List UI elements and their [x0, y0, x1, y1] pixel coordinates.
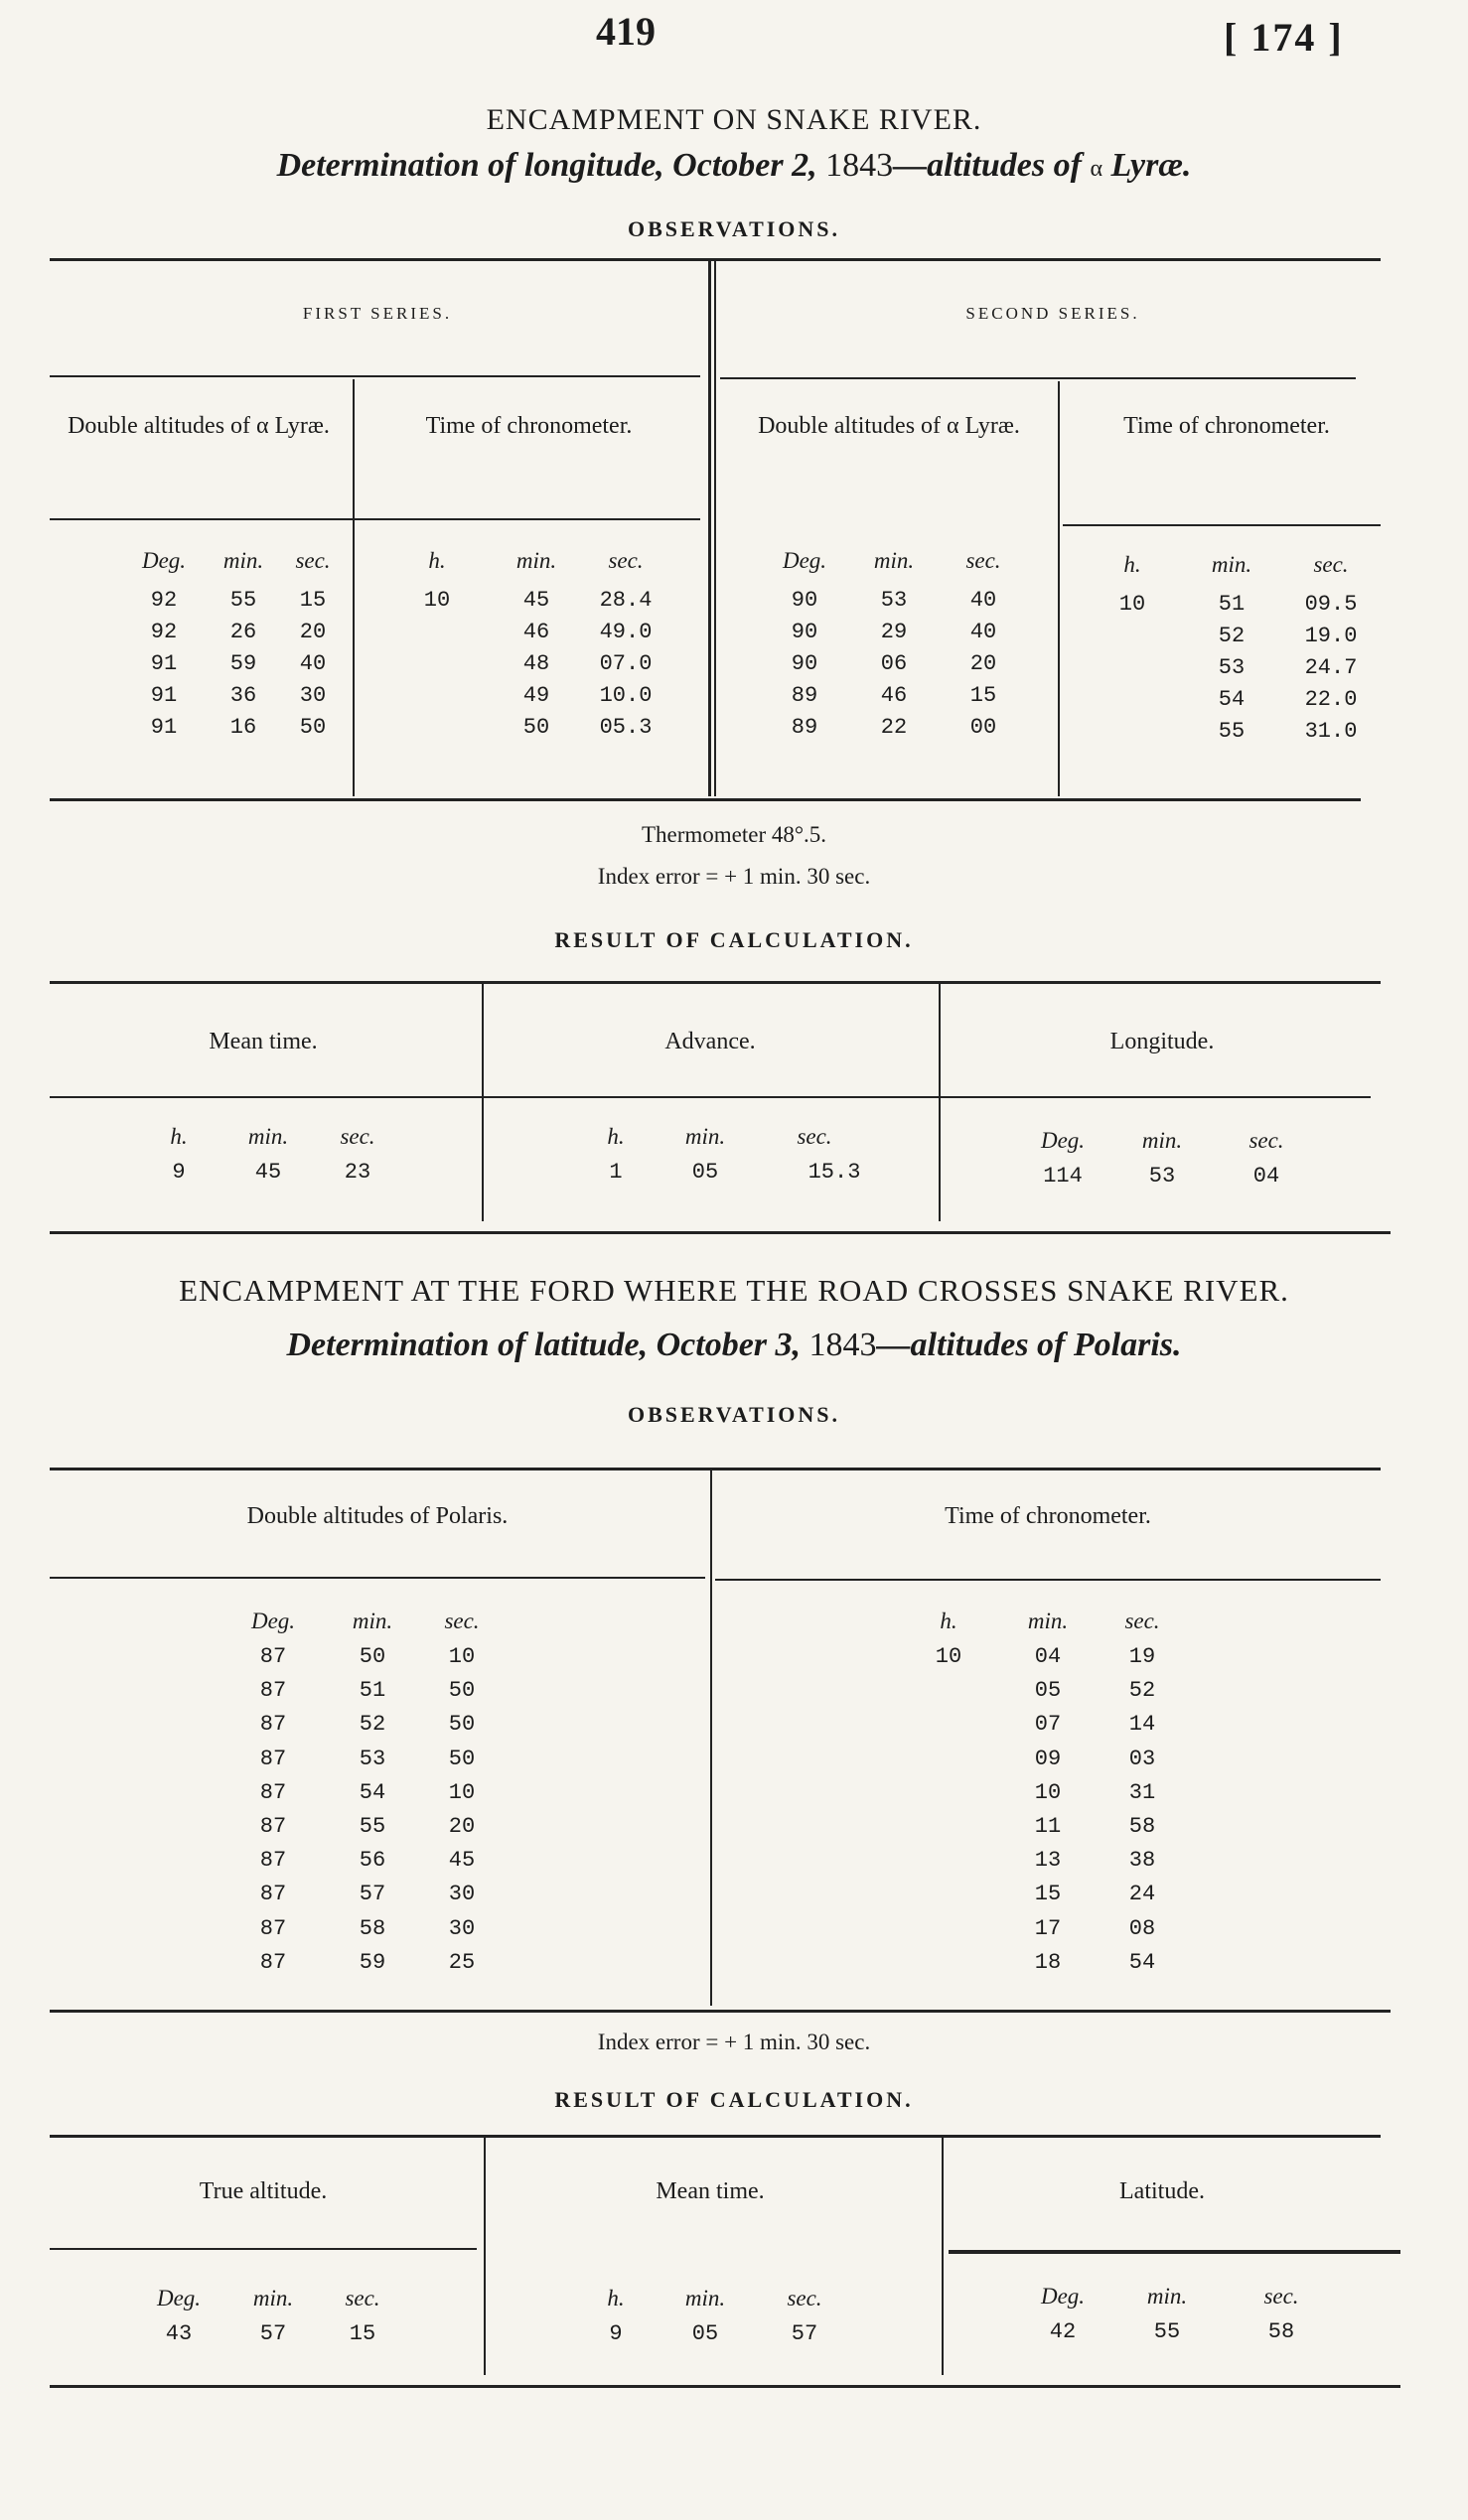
t2-time-cell: 08	[1128, 1915, 1156, 1941]
r2-lat-cell: 55	[1153, 2319, 1181, 2344]
r2-lat-unit-0: Deg.	[1040, 2284, 1086, 2309]
second-time-unit-1: min.	[1211, 552, 1252, 577]
first-time-cell: 10	[423, 588, 451, 613]
first-alt-cell: 30	[299, 683, 327, 708]
r2-lat-unit-2: sec.	[1263, 2284, 1299, 2309]
first-time-cell: 28.4	[599, 588, 653, 613]
section2-title: ENCAMPMENT AT THE FORD WHERE THE ROAD CROSSES SNAKE RIVER.	[179, 1273, 1289, 1308]
r2-alt-cell: 57	[259, 2321, 287, 2346]
t2-alt-cell: 50	[359, 1644, 386, 1669]
second-alt-cell: 53	[880, 588, 908, 613]
t2-time-unit-2: sec.	[1124, 1609, 1160, 1633]
t2-alt-cell: 87	[259, 1746, 287, 1771]
first-alt-cell: 59	[229, 651, 257, 676]
second-alt-cell: 89	[791, 715, 818, 740]
t2-time-cell: 52	[1128, 1678, 1156, 1704]
t2-alt-cell: 25	[448, 1949, 476, 1975]
result1-divider-1	[482, 983, 484, 1221]
r1-mean-unit-1: min.	[247, 1124, 289, 1149]
section1-subtitle-b: —altitudes of	[893, 147, 1082, 184]
t2-alt-cell: 30	[448, 1882, 476, 1907]
first-alt-cell: 55	[229, 588, 257, 613]
first-time-cell: 49.0	[599, 620, 653, 644]
t2-time-cell: 07	[1034, 1712, 1062, 1738]
index-error-note-2: Index error = + 1 min. 30 sec.	[597, 2030, 871, 2054]
t2-alt-cell: 87	[259, 1678, 287, 1704]
second-time-unit-0: h.	[1123, 552, 1141, 577]
t2-alt-cell: 55	[359, 1814, 386, 1839]
t2-alt-unit-0: Deg.	[250, 1609, 296, 1633]
section2-subtitle-b: —altitudes of Polaris.	[876, 1327, 1182, 1363]
second-alt-cell: 90	[791, 651, 818, 676]
first-col-divider	[353, 379, 355, 796]
t2-alt-cell: 87	[259, 1814, 287, 1839]
t2-alt-unit-1: min.	[352, 1609, 393, 1633]
t2-alt-cell: 87	[259, 1915, 287, 1941]
section2-observations-label: OBSERVATIONS.	[627, 1402, 841, 1427]
t2-time-cell: 15	[1034, 1882, 1062, 1907]
t2-time-cell: 03	[1128, 1746, 1156, 1771]
result2-head-rule-right	[949, 2250, 1400, 2254]
t2-alt-cell: 20	[448, 1814, 476, 1839]
t2-alt-unit-2: sec.	[444, 1609, 480, 1633]
second-col-divider	[1058, 381, 1060, 796]
r1-adv-cell: 05	[691, 1160, 719, 1185]
first-time-cell: 48	[522, 651, 550, 676]
r2-mean-unit-2: sec.	[787, 2286, 822, 2310]
second-alt-cell: 22	[880, 715, 908, 740]
t2-alt-cell: 45	[448, 1848, 476, 1874]
r2-alt-cell: 15	[349, 2321, 376, 2346]
first-alt-unit-2: sec.	[295, 548, 331, 573]
result2-divider-1	[484, 2137, 486, 2375]
second-time-cell: 22.0	[1304, 687, 1358, 712]
t2-alt-cell: 54	[359, 1779, 386, 1805]
r2-alt-unit-2: sec.	[345, 2286, 380, 2310]
t2-alt-cell: 10	[448, 1779, 476, 1805]
second-time-cell: 53	[1218, 655, 1246, 680]
section2-subtitle-a: Determination of latitude, October 3,	[286, 1327, 802, 1363]
result2-head-mean-time: Mean time.	[656, 2178, 765, 2204]
t2-time-cell: 11	[1034, 1814, 1062, 1839]
t2-alt-cell: 56	[359, 1848, 386, 1874]
r1-adv-cell: 15.3	[807, 1160, 861, 1185]
section2-subtitle-year: 1843	[808, 1327, 877, 1363]
t2-time-cell: 10	[935, 1644, 962, 1669]
page-number-right: [ 174 ]	[1224, 15, 1344, 60]
section1-subtitle-a: Determination of longitude, October 2,	[276, 147, 817, 184]
first-time-cell: 07.0	[599, 651, 653, 676]
t2-alt-cell: 87	[259, 1644, 287, 1669]
table2-bottom-rule	[50, 2010, 1391, 2013]
first-alt-cell: 20	[299, 620, 327, 644]
thermometer-note: Thermometer 48°.5.	[641, 822, 827, 847]
first-time-cell: 50	[522, 715, 550, 740]
section1-subtitle-star: Lyræ.	[1110, 147, 1192, 184]
second-alt-cell: 90	[791, 620, 818, 644]
section1-subtitle-alpha: α	[1090, 156, 1103, 182]
r1-adv-unit-0: h.	[607, 1124, 625, 1149]
r2-alt-cell: 43	[165, 2321, 193, 2346]
first-time-cell: 05.3	[599, 715, 653, 740]
t2-time-cell: 05	[1034, 1678, 1062, 1704]
series-divider	[708, 260, 711, 796]
series-divider-2	[714, 260, 716, 796]
second-time-cell: 52	[1218, 624, 1246, 648]
t2-time-cell: 18	[1034, 1949, 1062, 1975]
t2-alt-cell: 53	[359, 1746, 386, 1771]
t2-alt-cell: 59	[359, 1949, 386, 1975]
first-alt-cell: 40	[299, 651, 327, 676]
r2-alt-unit-0: Deg.	[156, 2286, 202, 2310]
r1-mean-unit-0: h.	[170, 1124, 188, 1149]
t2-alt-cell: 87	[259, 1848, 287, 1874]
t2-time-cell: 14	[1128, 1712, 1156, 1738]
first-alt-cell: 15	[299, 588, 327, 613]
second-time-cell: 31.0	[1304, 719, 1358, 744]
table2-top-rule	[50, 1468, 1381, 1470]
first-time-unit-1: min.	[515, 548, 557, 573]
t2-time-cell: 04	[1034, 1644, 1062, 1669]
r1-long-unit-0: Deg.	[1040, 1128, 1086, 1153]
first-alt-cell: 92	[150, 588, 178, 613]
section1-observations-label: OBSERVATIONS.	[627, 216, 841, 241]
second-alt-cell: 00	[969, 715, 997, 740]
section2-subtitle	[0, 1327, 1468, 1364]
table2-head-rule-left	[50, 1577, 705, 1579]
result2-divider-2	[942, 2137, 944, 2375]
t2-time-cell: 24	[1128, 1882, 1156, 1907]
second-time-head: Time of chronometer.	[1123, 413, 1330, 439]
second-alt-cell: 89	[791, 683, 818, 708]
t2-alt-cell: 10	[448, 1644, 476, 1669]
r2-mean-unit-1: min.	[684, 2286, 726, 2310]
result1-head-mean-time: Mean time.	[209, 1029, 318, 1054]
second-series-head: SECOND SERIES.	[965, 304, 1140, 323]
r1-mean-cell: 9	[172, 1160, 186, 1185]
r2-lat-cell: 42	[1049, 2319, 1077, 2344]
r1-long-cell: 53	[1148, 1164, 1176, 1189]
first-alt-head: Double altitudes of α Lyræ.	[68, 413, 330, 439]
first-time-unit-2: sec.	[608, 548, 644, 573]
result2-head-rule-left	[50, 2248, 477, 2250]
second-alt-cell: 15	[969, 683, 997, 708]
second-alt-cell: 06	[880, 651, 908, 676]
second-alt-cell: 20	[969, 651, 997, 676]
r2-mean-cell: 05	[691, 2321, 719, 2346]
t2-alt-cell: 50	[448, 1746, 476, 1771]
t2-alt-cell: 30	[448, 1915, 476, 1941]
second-time-cell: 55	[1218, 719, 1246, 744]
index-error-note-1: Index error = + 1 min. 30 sec.	[597, 864, 871, 889]
first-time-cell: 45	[522, 588, 550, 613]
first-alt-unit-1: min.	[222, 548, 264, 573]
r1-long-unit-2: sec.	[1248, 1128, 1284, 1153]
t2-time-cell: 09	[1034, 1746, 1062, 1771]
r1-long-cell: 114	[1043, 1164, 1083, 1189]
r1-mean-cell: 45	[254, 1160, 282, 1185]
first-alt-cell: 91	[150, 683, 178, 708]
second-alt-cell: 40	[969, 588, 997, 613]
r1-adv-unit-2: sec.	[797, 1124, 832, 1149]
r2-mean-cell: 9	[609, 2321, 623, 2346]
t2-alt-cell: 57	[359, 1882, 386, 1907]
section1-subtitle	[0, 147, 1468, 185]
t2-alt-cell: 87	[259, 1949, 287, 1975]
first-alt-cell: 92	[150, 620, 178, 644]
first-series-rule	[50, 375, 700, 377]
t2-time-cell: 31	[1128, 1779, 1156, 1805]
t2-alt-cell: 50	[448, 1712, 476, 1738]
t2-time-cell: 10	[1034, 1779, 1062, 1805]
first-alt-cell: 50	[299, 715, 327, 740]
t2-time-cell: 38	[1128, 1848, 1156, 1874]
t2-time-unit-0: h.	[940, 1609, 957, 1633]
second-time-cell: 09.5	[1304, 592, 1358, 617]
r2-alt-unit-1: min.	[252, 2286, 294, 2310]
result-label-1: RESULT OF CALCULATION.	[554, 927, 914, 952]
t2-time-cell: 17	[1034, 1915, 1062, 1941]
first-series-head: FIRST SERIES.	[302, 304, 453, 323]
first-time-head: Time of chronometer.	[425, 413, 633, 439]
table2-alt-head: Double altitudes of Polaris.	[246, 1503, 509, 1529]
result1-divider-2	[939, 983, 941, 1221]
first-alt-cell: 91	[150, 715, 178, 740]
r1-long-cell: 04	[1252, 1164, 1280, 1189]
second-head-rule	[1063, 524, 1381, 526]
r1-adv-unit-1: min.	[684, 1124, 726, 1149]
result1-top-rule	[50, 981, 1381, 984]
second-alt-unit-0: Deg.	[782, 548, 827, 573]
t2-alt-cell: 52	[359, 1712, 386, 1738]
first-time-cell: 49	[522, 683, 550, 708]
page-number-left: 419	[596, 9, 656, 54]
second-alt-head: Double altitudes of α Lyræ.	[758, 413, 1020, 439]
r2-mean-unit-0: h.	[607, 2286, 625, 2310]
result-label-2: RESULT OF CALCULATION.	[554, 2087, 914, 2112]
r1-mean-unit-2: sec.	[340, 1124, 375, 1149]
second-alt-cell: 46	[880, 683, 908, 708]
section1-subtitle-year: 1843	[825, 147, 894, 184]
second-series-rule	[720, 377, 1356, 379]
r2-lat-cell: 58	[1267, 2319, 1295, 2344]
t2-time-cell: 58	[1128, 1814, 1156, 1839]
second-alt-unit-2: sec.	[965, 548, 1001, 573]
second-alt-cell: 29	[880, 620, 908, 644]
table2-time-head: Time of chronometer.	[945, 1503, 1151, 1529]
first-time-cell: 46	[522, 620, 550, 644]
second-time-cell: 10	[1118, 592, 1146, 617]
first-alt-unit-0: Deg.	[141, 548, 187, 573]
table2-divider	[710, 1470, 712, 2006]
first-alt-cell: 16	[229, 715, 257, 740]
first-alt-cell: 36	[229, 683, 257, 708]
result1-bottom-rule	[50, 1231, 1391, 1234]
first-head-rule	[50, 518, 700, 520]
r1-adv-cell: 1	[609, 1160, 623, 1185]
first-alt-cell: 26	[229, 620, 257, 644]
second-time-cell: 51	[1218, 592, 1246, 617]
second-time-cell: 19.0	[1304, 624, 1358, 648]
table1-bottom-rule	[50, 798, 1361, 801]
r2-lat-unit-1: min.	[1146, 2284, 1188, 2309]
t2-alt-cell: 50	[448, 1678, 476, 1704]
section1-title: ENCAMPMENT ON SNAKE RIVER.	[486, 103, 982, 136]
second-time-cell: 54	[1218, 687, 1246, 712]
result2-head-true-altitude: True altitude.	[199, 2178, 328, 2204]
t2-alt-cell: 87	[259, 1779, 287, 1805]
t2-alt-cell: 87	[259, 1882, 287, 1907]
second-time-cell: 24.7	[1304, 655, 1358, 680]
result1-head-advance: Advance.	[664, 1029, 756, 1054]
first-time-cell: 10.0	[599, 683, 653, 708]
t2-time-cell: 13	[1034, 1848, 1062, 1874]
second-time-unit-2: sec.	[1313, 552, 1349, 577]
t2-alt-cell: 51	[359, 1678, 386, 1704]
result2-top-rule	[50, 2135, 1381, 2138]
second-alt-cell: 40	[969, 620, 997, 644]
result1-head-rule	[50, 1096, 1371, 1098]
r2-mean-cell: 57	[791, 2321, 818, 2346]
first-alt-cell: 91	[150, 651, 178, 676]
r1-long-unit-1: min.	[1141, 1128, 1183, 1153]
t2-time-unit-1: min.	[1027, 1609, 1069, 1633]
result1-head-longitude: Longitude.	[1109, 1029, 1215, 1054]
result2-bottom-rule	[50, 2385, 1400, 2388]
r1-mean-cell: 23	[344, 1160, 371, 1185]
t2-alt-cell: 87	[259, 1712, 287, 1738]
first-time-unit-0: h.	[428, 548, 446, 573]
second-alt-unit-1: min.	[873, 548, 915, 573]
table2-head-rule-right	[715, 1579, 1381, 1581]
t2-time-cell: 54	[1128, 1949, 1156, 1975]
result2-head-latitude: Latitude.	[1119, 2178, 1205, 2204]
t2-alt-cell: 58	[359, 1915, 386, 1941]
second-alt-cell: 90	[791, 588, 818, 613]
t2-time-cell: 19	[1128, 1644, 1156, 1669]
